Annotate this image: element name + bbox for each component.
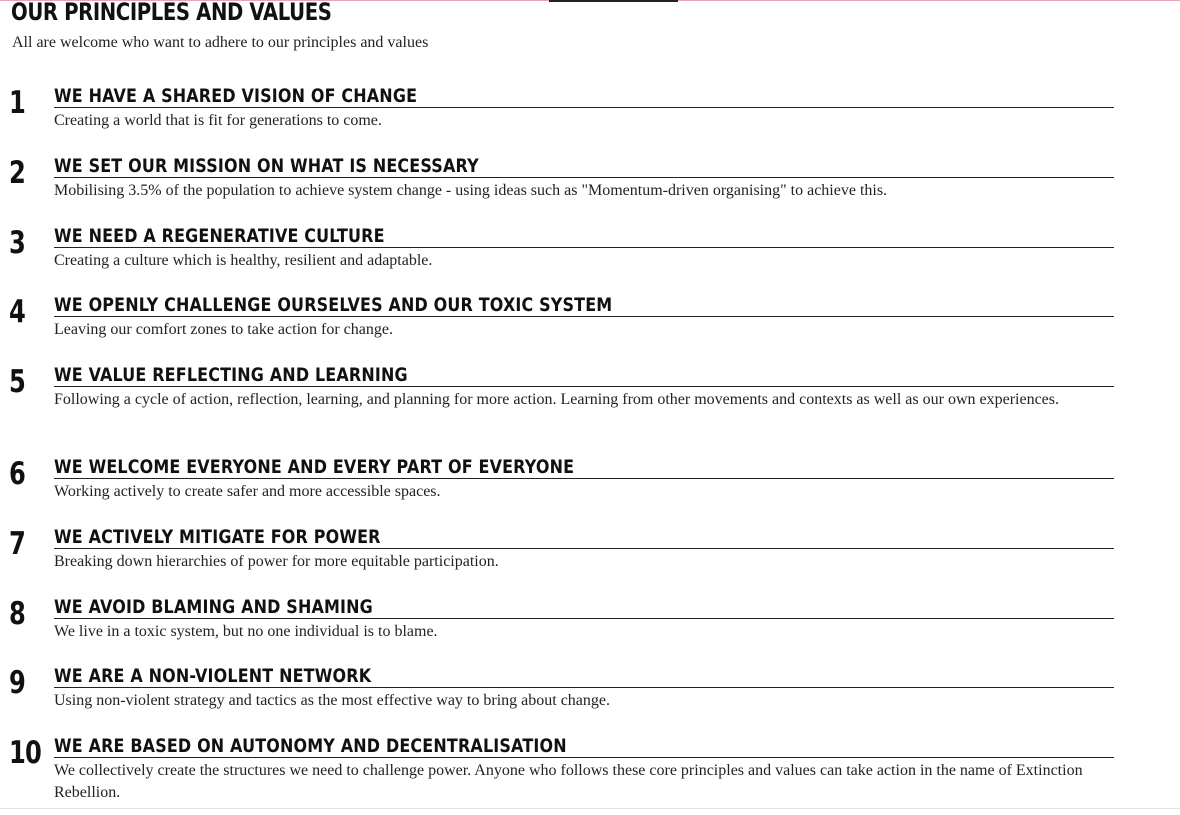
principle-heading-rule (54, 456, 1114, 479)
principle-number: 10 (9, 735, 42, 771)
principle-description: Following a cycle of action, reflection, learning, and planning for more action. Learning from other movements and contexts as well as our own experiences. (54, 391, 1060, 408)
page-subtitle: All are welcome who want to adhere to our principles and values (12, 34, 429, 51)
principle-description: Creating a world that is fit for generations to come. (54, 112, 382, 129)
principle-heading: WE VALUE REFLECTING AND LEARNING (54, 364, 408, 386)
principle-heading-rule (54, 155, 1114, 178)
principle-heading-rule (54, 294, 1114, 317)
principle-number: 9 (9, 665, 26, 701)
principle-heading: WE SET OUR MISSION ON WHAT IS NECESSARY (54, 155, 479, 177)
principle-description: Breaking down hierarchies of power for more equitable participation. (54, 553, 499, 570)
page-title: OUR PRINCIPLES AND VALUES (11, 0, 332, 26)
principle-description: We live in a toxic system, but no one individual is to blame. (54, 623, 438, 640)
principle-heading: WE ARE A NON-VIOLENT NETWORK (54, 665, 372, 687)
principle-heading: WE WELCOME EVERYONE AND EVERY PART OF EVERYONE (54, 456, 575, 478)
principle-number: 4 (9, 294, 26, 330)
principle-heading: WE AVOID BLAMING AND SHAMING (54, 596, 373, 618)
principle-heading: WE OPENLY CHALLENGE OURSELVES AND OUR TOXIC SYSTEM (54, 294, 613, 316)
principle-heading-rule (54, 665, 1114, 688)
principle-description: Mobilising 3.5% of the population to achieve system change - using ideas such as "Momentum-driven organising" to achieve this. (54, 182, 888, 199)
principle-description: Creating a culture which is healthy, resilient and adaptable. (54, 252, 433, 269)
principle-description: Leaving our comfort zones to take action for change. (54, 321, 393, 338)
principle-number: 6 (9, 456, 26, 492)
principle-number: 1 (9, 85, 26, 121)
principle-heading-rule (54, 85, 1114, 108)
principle-heading-rule (54, 225, 1114, 248)
principle-heading-rule (54, 735, 1114, 758)
principle-description: Using non-violent strategy and tactics as the most effective way to bring about change. (54, 692, 610, 709)
principle-heading-rule (54, 526, 1114, 549)
principle-number: 7 (9, 526, 26, 562)
principle-heading-rule (54, 596, 1114, 619)
principle-description: We collectively create the structures we need to challenge power. Anyone who follows these core principles and values can take action in the name of Extinction Rebellion. (54, 762, 1083, 801)
principle-heading: WE ACTIVELY MITIGATE FOR POWER (54, 526, 381, 548)
principle-number: 8 (9, 596, 26, 632)
principle-number: 5 (9, 364, 26, 400)
principle-number: 3 (9, 225, 26, 261)
principle-description: Working actively to create safer and more accessible spaces. (54, 483, 441, 500)
top-tab-indicator (549, 0, 678, 2)
principle-heading: WE ARE BASED ON AUTONOMY AND DECENTRALISATION (54, 735, 567, 757)
principle-number: 2 (9, 155, 26, 191)
principle-heading: WE NEED A REGENERATIVE CULTURE (54, 225, 385, 247)
principle-heading-rule (54, 364, 1114, 387)
principle-heading: WE HAVE A SHARED VISION OF CHANGE (54, 85, 418, 107)
bottom-divider (0, 808, 1180, 809)
